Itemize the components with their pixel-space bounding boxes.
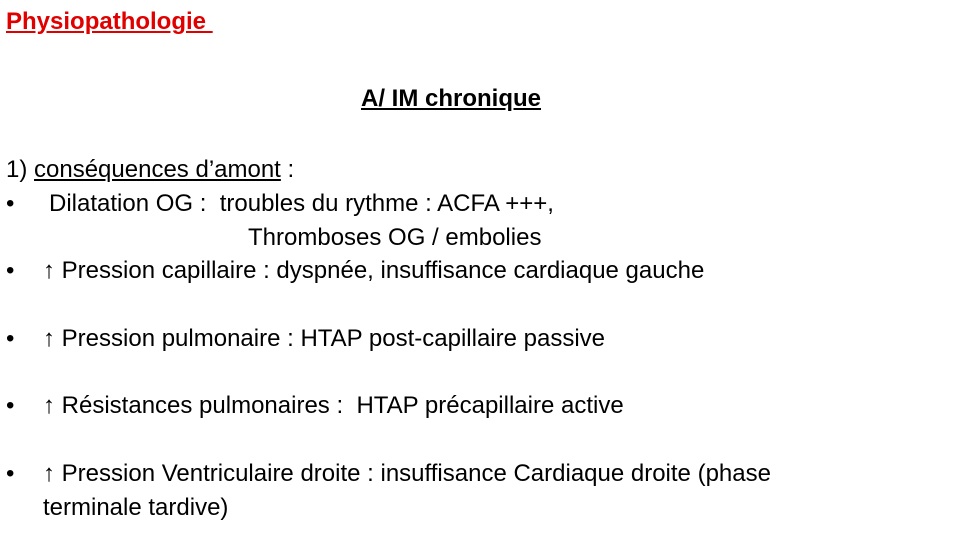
page-title: Physiopathologie: [6, 8, 213, 35]
section-label: conséquences d’amont: [34, 156, 281, 183]
bullet-marker: •: [6, 460, 15, 487]
bullet-marker: •: [6, 257, 15, 284]
bullet-text-continuation: terminale tardive): [43, 494, 229, 521]
bullet-text: ↑ Pression pulmonaire : HTAP post-capillaire passive: [43, 325, 606, 352]
bullet-text: ↑ Pression Ventriculaire droite : insuffisance Cardiaque droite (phase: [43, 460, 771, 487]
section-heading: [6, 153, 294, 187]
bullet-text: ↑ Résistances pulmonaires : HTAP précapillaire active: [43, 392, 624, 419]
bullet-text: ↑ Pression capillaire : dyspnée, insuffisance cardiaque gauche: [43, 257, 705, 284]
section-number: 1): [6, 156, 28, 183]
bullet-marker: •: [6, 392, 15, 419]
section-colon: :: [280, 156, 295, 183]
bullet-marker: •: [6, 325, 15, 352]
bullet-marker: •: [6, 190, 15, 217]
bullet-text: Dilatation OG : troubles du rythme : ACFA +++,: [49, 190, 554, 217]
section-subtitle: A/ IM chronique: [361, 85, 541, 112]
bullet-text-continuation: Thromboses OG / embolies: [248, 224, 542, 251]
